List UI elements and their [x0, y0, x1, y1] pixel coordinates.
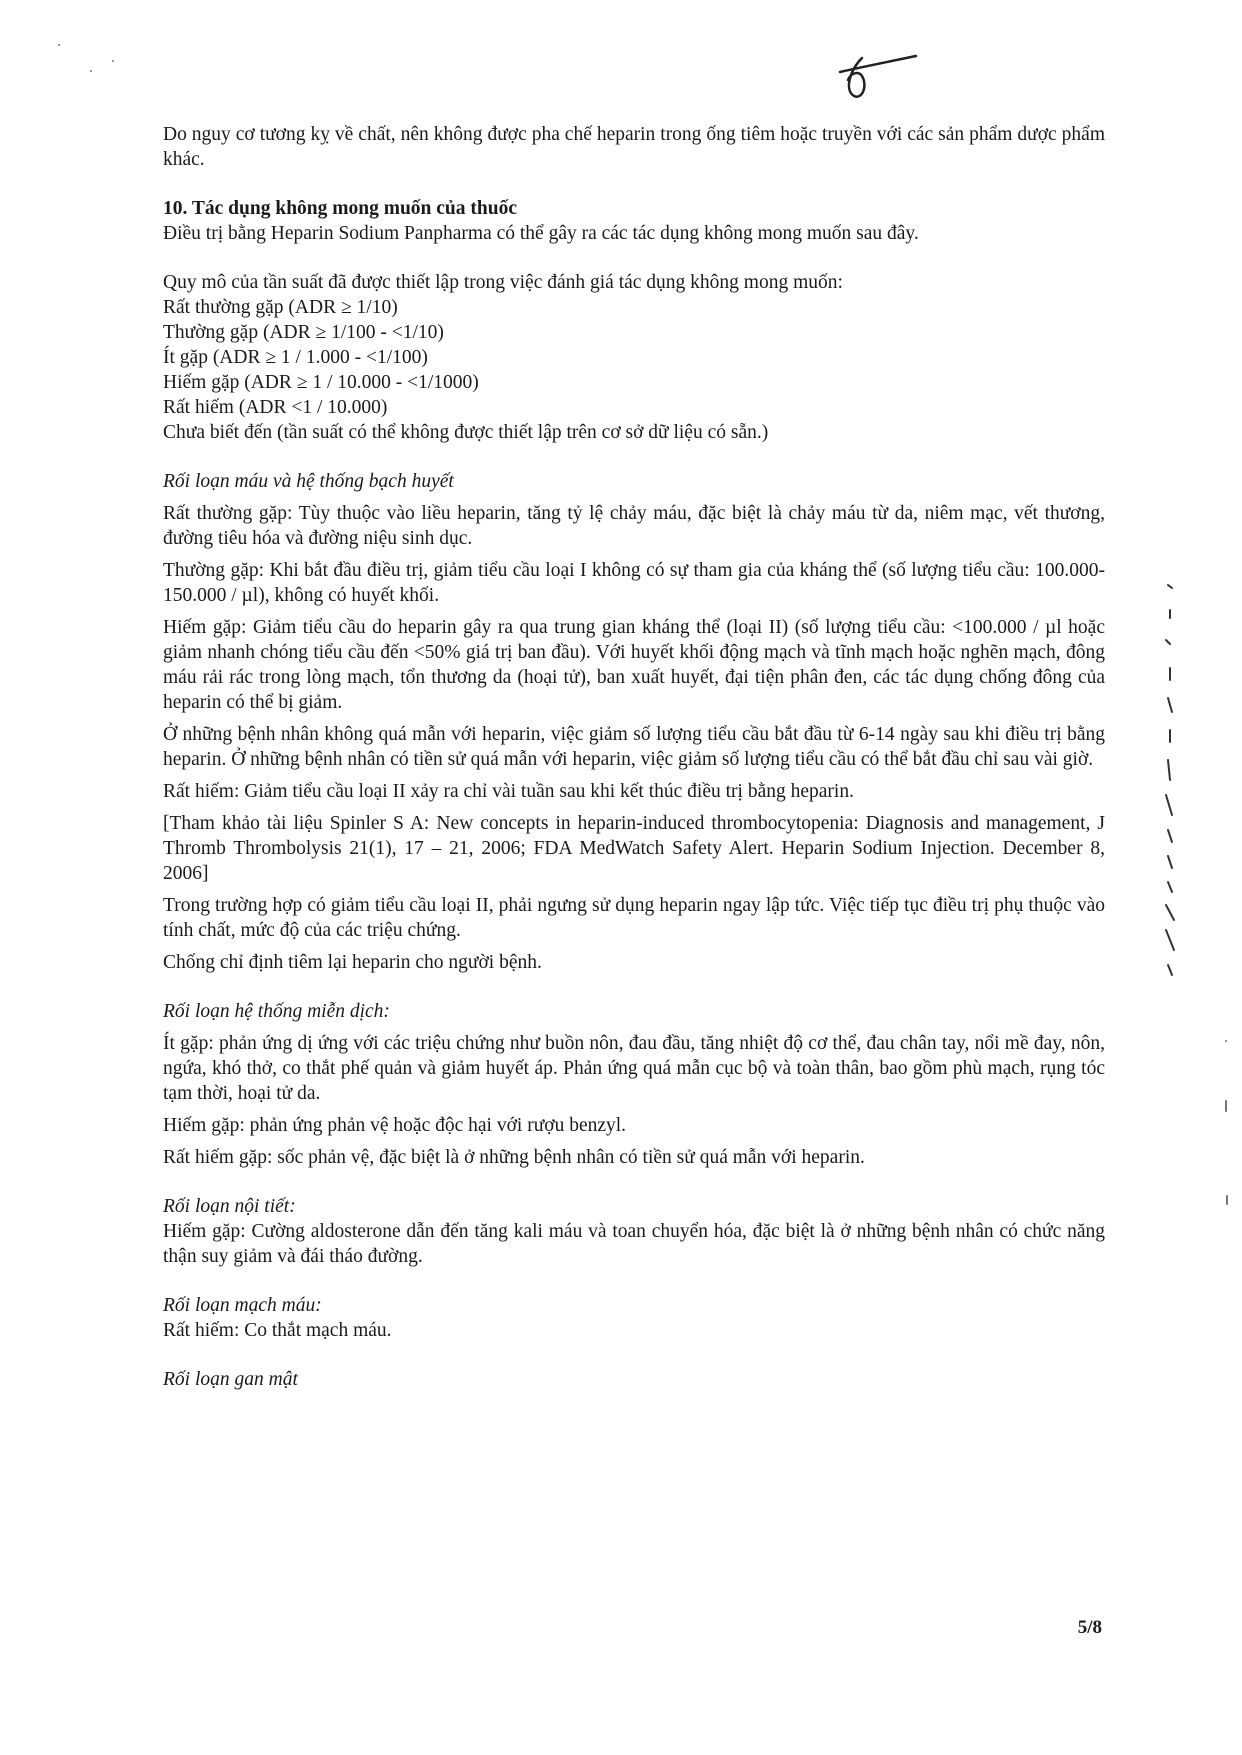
signature-mark: [832, 50, 922, 110]
frequency-title: Quy mô của tần suất đã được thiết lập trong việc đánh giá tác dụng không mong muốn:: [163, 272, 843, 293]
incompatibility-note: Do nguy cơ tương kỵ về chất, nên không được pha chế heparin trong ống tiêm hoặc truyền với các sản phẩm dược phẩm khác.: [163, 124, 1105, 170]
frequency-very-common: Rất thường gặp (ADR ≥ 1/10): [163, 297, 398, 318]
margin-stamp-marks: [1158, 580, 1188, 1020]
frequency-very-rare: Rất hiếm (ADR <1 / 10.000): [163, 397, 388, 418]
blood-paragraph: Trong trường hợp có giảm tiểu cầu loại II, phải ngưng sử dụng heparin ngay lập tức. Việc tiếp tục điều trị phụ thuộc vào tính chất, mức độ của các triệu chứng.: [163, 895, 1105, 941]
blood-paragraph: Hiếm gặp: Giảm tiểu cầu do heparin gây ra qua trung gian kháng thể (loại II) (số lượng tiểu cầu: <100.000 / µl hoặc giảm nhanh chóng tiểu cầu đến <50% giá trị ban đầu). Với huyết khối động mạch và tĩnh mạch hoặc nghẽn mạch, đông máu rải rác trong lòng mạch, tổn thương da (hoại tử), ban xuất huyết, đại tiện phân đen, các tác dụng chống đông của heparin có thể bị giảm.: [163, 617, 1105, 713]
blood-paragraph: Ở những bệnh nhân không quá mẫn với heparin, việc giảm số lượng tiểu cầu bắt đầu từ 6-14 ngày sau khi điều trị bằng heparin. Ở những bệnh nhân có tiền sử quá mẫn với heparin, việc giảm số lượng tiểu cầu có thể bắt đầu chỉ sau vài giờ.: [163, 724, 1105, 770]
immune-paragraph: Ít gặp: phản ứng dị ứng với các triệu chứng như buồn nôn, đau đầu, tăng nhiệt độ cơ thể, đau chân tay, nổi mề đay, nôn, ngứa, khó thở, co thắt phế quản và giảm huyết áp. Phản ứng quá mẫn cục bộ và toàn thân, bao gồm phù mạch, rụng tóc tạm thời, hoại tử da.: [163, 1033, 1105, 1104]
endocrine-disorders-title: Rối loạn nội tiết:: [163, 1196, 296, 1217]
reference-citation: [Tham khảo tài liệu Spinler S A: New concepts in heparin-induced thrombocytopenia: Diagnosis and management, J Thromb Thrombolysis 21(1), 17 – 21, 2006; FDA MedWatch Safety Alert. Heparin Sodium Injection. December 8, 2006]: [163, 813, 1105, 884]
endocrine-paragraph: Hiếm gặp: Cường aldosterone dẫn đến tăng kali máu và toan chuyển hóa, đặc biệt là ở những bệnh nhân có chức năng thận suy giảm và đái tháo đường.: [163, 1221, 1105, 1267]
blood-paragraph: Chống chỉ định tiêm lại heparin cho người bệnh.: [163, 952, 542, 973]
vascular-paragraph: Rất hiếm: Co thắt mạch máu.: [163, 1320, 392, 1341]
blood-paragraph: Rất hiếm: Giảm tiểu cầu loại II xảy ra chỉ vài tuần sau khi kết thúc điều trị bằng heparin.: [163, 781, 854, 802]
blood-disorders-title: Rối loạn máu và hệ thống bạch huyết: [163, 471, 454, 492]
immune-paragraph: Hiếm gặp: phản ứng phản vệ hoặc độc hại với rượu benzyl.: [163, 1115, 627, 1136]
frequency-rare: Hiếm gặp (ADR ≥ 1 / 10.000 - <1/1000): [163, 372, 479, 393]
immune-disorders-title: Rối loạn hệ thống miễn dịch:: [163, 1001, 390, 1022]
frequency-common: Thường gặp (ADR ≥ 1/100 - <1/10): [163, 322, 444, 343]
section-intro: Điều trị bằng Heparin Sodium Panpharma có thể gây ra các tác dụng không mong muốn sau đây.: [163, 223, 919, 244]
hepatobiliary-disorders-title: Rối loạn gan mật: [163, 1369, 298, 1390]
vascular-disorders-title: Rối loạn mạch máu:: [163, 1295, 322, 1316]
frequency-unknown: Chưa biết đến (tần suất có thể không được thiết lập trên cơ sở dữ liệu có sẵn.): [163, 422, 769, 443]
blood-paragraph: Thường gặp: Khi bắt đầu điều trị, giảm tiểu cầu loại I không có sự tham gia của kháng thể (số lượng tiểu cầu: 100.000-150.000 / µl), không có huyết khối.: [163, 560, 1105, 606]
section-heading: 10. Tác dụng không mong muốn của thuốc: [163, 198, 517, 219]
page-number: 5/8: [1077, 1617, 1102, 1638]
blood-paragraph: Rất thường gặp: Tùy thuộc vào liều heparin, tăng tỷ lệ chảy máu, đặc biệt là chảy máu từ da, niêm mạc, vết thương, đường tiêu hóa và đường niệu sinh dục.: [163, 503, 1105, 549]
frequency-uncommon: Ít gặp (ADR ≥ 1 / 1.000 - <1/100): [163, 347, 428, 368]
document-body: [163, 122, 1105, 1392]
immune-paragraph: Rất hiếm gặp: sốc phản vệ, đặc biệt là ở những bệnh nhân có tiền sử quá mẫn với heparin.: [163, 1147, 865, 1168]
